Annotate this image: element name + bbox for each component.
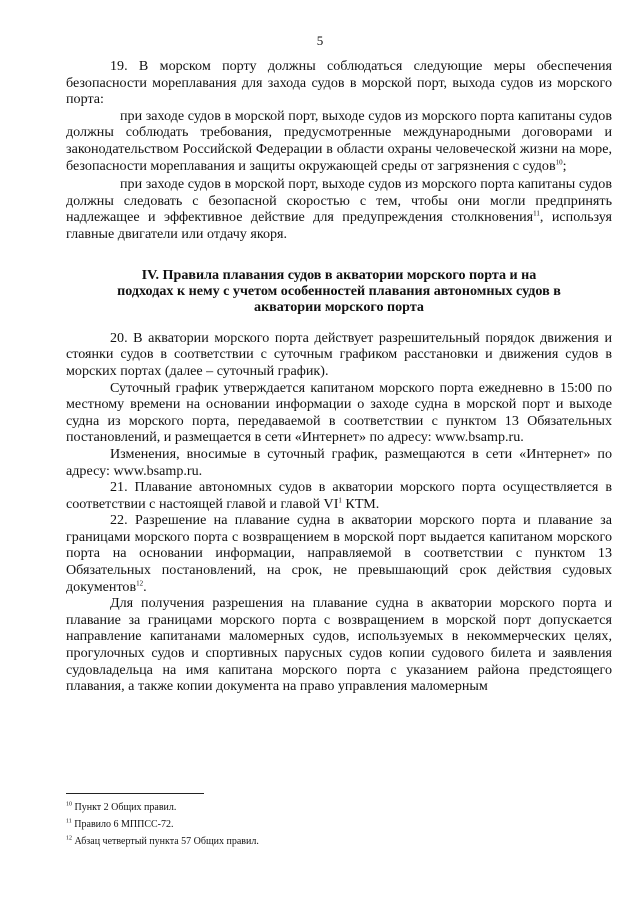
paragraph-text: 21. Плавание автономных судов в акватории морского порта осуществляется в соответствии с настоящей главой и главой VI <box>66 479 612 512</box>
paragraph-19-item-1 <box>66 108 612 174</box>
footnote-12 <box>66 833 606 850</box>
section-heading-line-3: акватории морского порта <box>254 299 424 316</box>
footnote-divider <box>66 793 204 794</box>
footnote-text: Пункт 2 Общих правил. <box>72 802 177 813</box>
footnote-ref-12: 12 <box>136 578 144 587</box>
paragraph-text: при заходе судов в морской порт, выходе судов из морского порта капитаны судов должны соблюдать требования, предусмотренные международными договорами и законодательством Российской Федерации в области охраны человеческой жизни на море, безопасности мореплавания и защиты окружающей среды от загрязнения с судов <box>66 107 612 174</box>
footnote-number: 10 <box>66 801 72 808</box>
footnote-text: Абзац четвертый пункта 57 Общих правил. <box>72 836 259 847</box>
paragraph-20: 20. В акватории морского порта действует разрешительный порядок движения и стоянки судов в соответствии с суточным графиком расстановки и движения судов в морских портах (далее – суточный график). <box>66 329 612 379</box>
footnote-number: 12 <box>66 835 72 842</box>
chapter-superscript: 1 <box>338 496 342 504</box>
footnotes <box>66 799 606 850</box>
footnote-text: Правило 6 МППСС-72. <box>71 819 174 830</box>
paragraph-text: при заходе судов в морской порт, выходе судов из морского порта капитаны судов должны следовать с безопасной скоростью с тем, чтобы они могли предпринять надлежащее и эффективное действие для предупреждения столкновения <box>66 176 612 226</box>
paragraph-19: 19. В морском порту должны соблюдаться следующие меры обеспечения безопасности мореплавания для захода судов в морской порт, выхода судов из морского порта: <box>66 58 612 108</box>
paragraph-19-item-2 <box>66 176 612 242</box>
paragraph-text: 22. Разрешение на плавание судна в акватории морского порта и плавание за границами морского порта с возвращением в морской порт выдается капитаном морского порта на основании информации, направляемой в соответствии с пунктом 13 Обязательных постановлений, на срок, не превышающий срок действия судовых документов <box>66 512 612 595</box>
paragraph-text-end: ; <box>562 157 567 174</box>
paragraph-text-end: . <box>143 578 147 595</box>
footnote-number: 11 <box>66 818 72 825</box>
paragraph-20-changes: Изменения, вносимые в суточный график, размещаются в сети «Интернет» по адресу: www.bsamp.ru. <box>66 445 612 479</box>
paragraph-text-end: , используя главные двигатели или отдачу якоря. <box>66 209 612 242</box>
paragraph-22 <box>66 512 612 595</box>
paragraph-21 <box>66 479 612 512</box>
section-heading-line-1: IV. Правила плавания судов в акватории морского порта и на <box>141 266 537 283</box>
footnote-ref-11: 11 <box>533 209 540 218</box>
section-heading <box>66 267 612 316</box>
footnote-11 <box>66 816 606 833</box>
paragraph-20-daily-schedule: Суточный график утверждается капитаном морского порта ежедневно в 15:00 по местному времени на основании информации о заходе судна в морской порт и выходе судна из морского порта, передаваемой в соответствии с пунктом 13 Обязательных постановлений, и размещается в сети «Интернет» по адресу: www.bsamp.ru. <box>66 379 612 446</box>
footnote-10 <box>66 799 606 816</box>
section-heading-line-2: подходах к нему с учетом особенностей плавания автономных судов в <box>117 282 561 299</box>
paragraph-22-permission: Для получения разрешения на плавание судна в акватории морского порта и плавание за границами морского порта с возвращением в морской порт допускается направление капитанами маломерных судов, используемых в некоммерческих целях, прогулочных судов и спортивных парусных судов копии судового билета и заявления судовладельца на имя капитана морского порта с указанием района предстоящего плавания, а также копии документа на право управления маломерным <box>66 595 612 695</box>
footnote-ref-10: 10 <box>555 157 563 166</box>
paragraph-text-end: КТМ. <box>341 495 380 512</box>
document-body <box>66 58 612 695</box>
page-number: 5 <box>316 33 324 48</box>
